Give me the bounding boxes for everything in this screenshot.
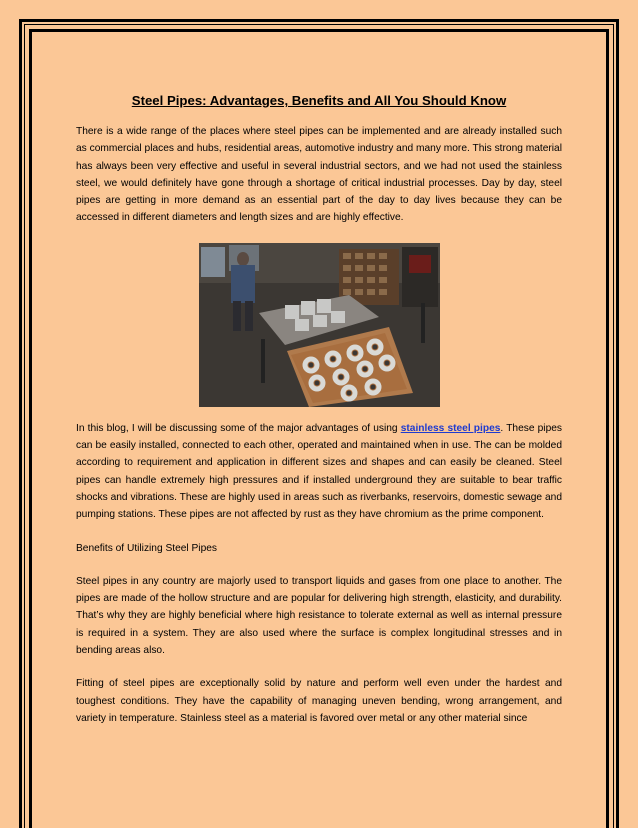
benefits-paragraph: Steel pipes in any country are majorly used to transport liquids and gases from one place to another. The pipes are made of the hollow structure and are popular for delivering high strength, elasticity, and durability. That’s why they are highly beneficial where high resistance to tolerate external as well as internal pressure is required in a system. They are also used where the surface is complex longitudinal stresses and in bending areas also. <box>76 575 562 657</box>
document-title: Steel Pipes: Advantages, Benefits and All You Should Know <box>131 93 507 108</box>
document-body <box>76 92 562 743</box>
stainless-steel-pipes-link[interactable]: stainless steel pipes <box>400 422 501 434</box>
advantages-paragraph <box>76 420 562 524</box>
benefits-subheading: Benefits of Utilizing Steel Pipes <box>76 542 217 554</box>
advantages-text-end: . These pipes can be easily installed, connected to each other, operated and maintained when in use. The can be molded according to requirement and application in different sizes and shapes and can easily be cleaned. Steel pipes can handle extremely high pressures and if installed underground they are suitable to bear traffic shocks and vibrations. These are highly used in areas such as riverbanks, reservoirs, domestic sewage and pumping stations. These pipes are not affected by rust as they have chromium as the prime component. <box>76 422 562 521</box>
fittings-paragraph: Fitting of steel pipes are exceptionally solid by nature and perform well even under the hardest and toughest conditions. They have the capability of managing uneven bending, wrong arrangement, and variety in temperature. Stainless steel as a material is favored over metal or any other material since <box>76 678 562 724</box>
intro-paragraph: There is a wide range of the places where steel pipes can be implemented and are already installed such as commercial places and hubs, residential areas, automotive industry and many more. This strong material has always been very effective and useful in several industrial sectors, and we had not used the stainless steel, we would definitely have gone through a shortage of critical industrial processes. Day by day, steel pipes are getting in more demand as an essential part of the day to day lives because they can be accessed in different diameters and length sizes and are highly effective. <box>76 126 562 224</box>
photo-container <box>76 243 562 407</box>
advantages-text-start: In this blog, I will be discussing some of the major advantages of using <box>76 422 401 434</box>
steel-pipe-workshop-photo <box>199 243 440 407</box>
